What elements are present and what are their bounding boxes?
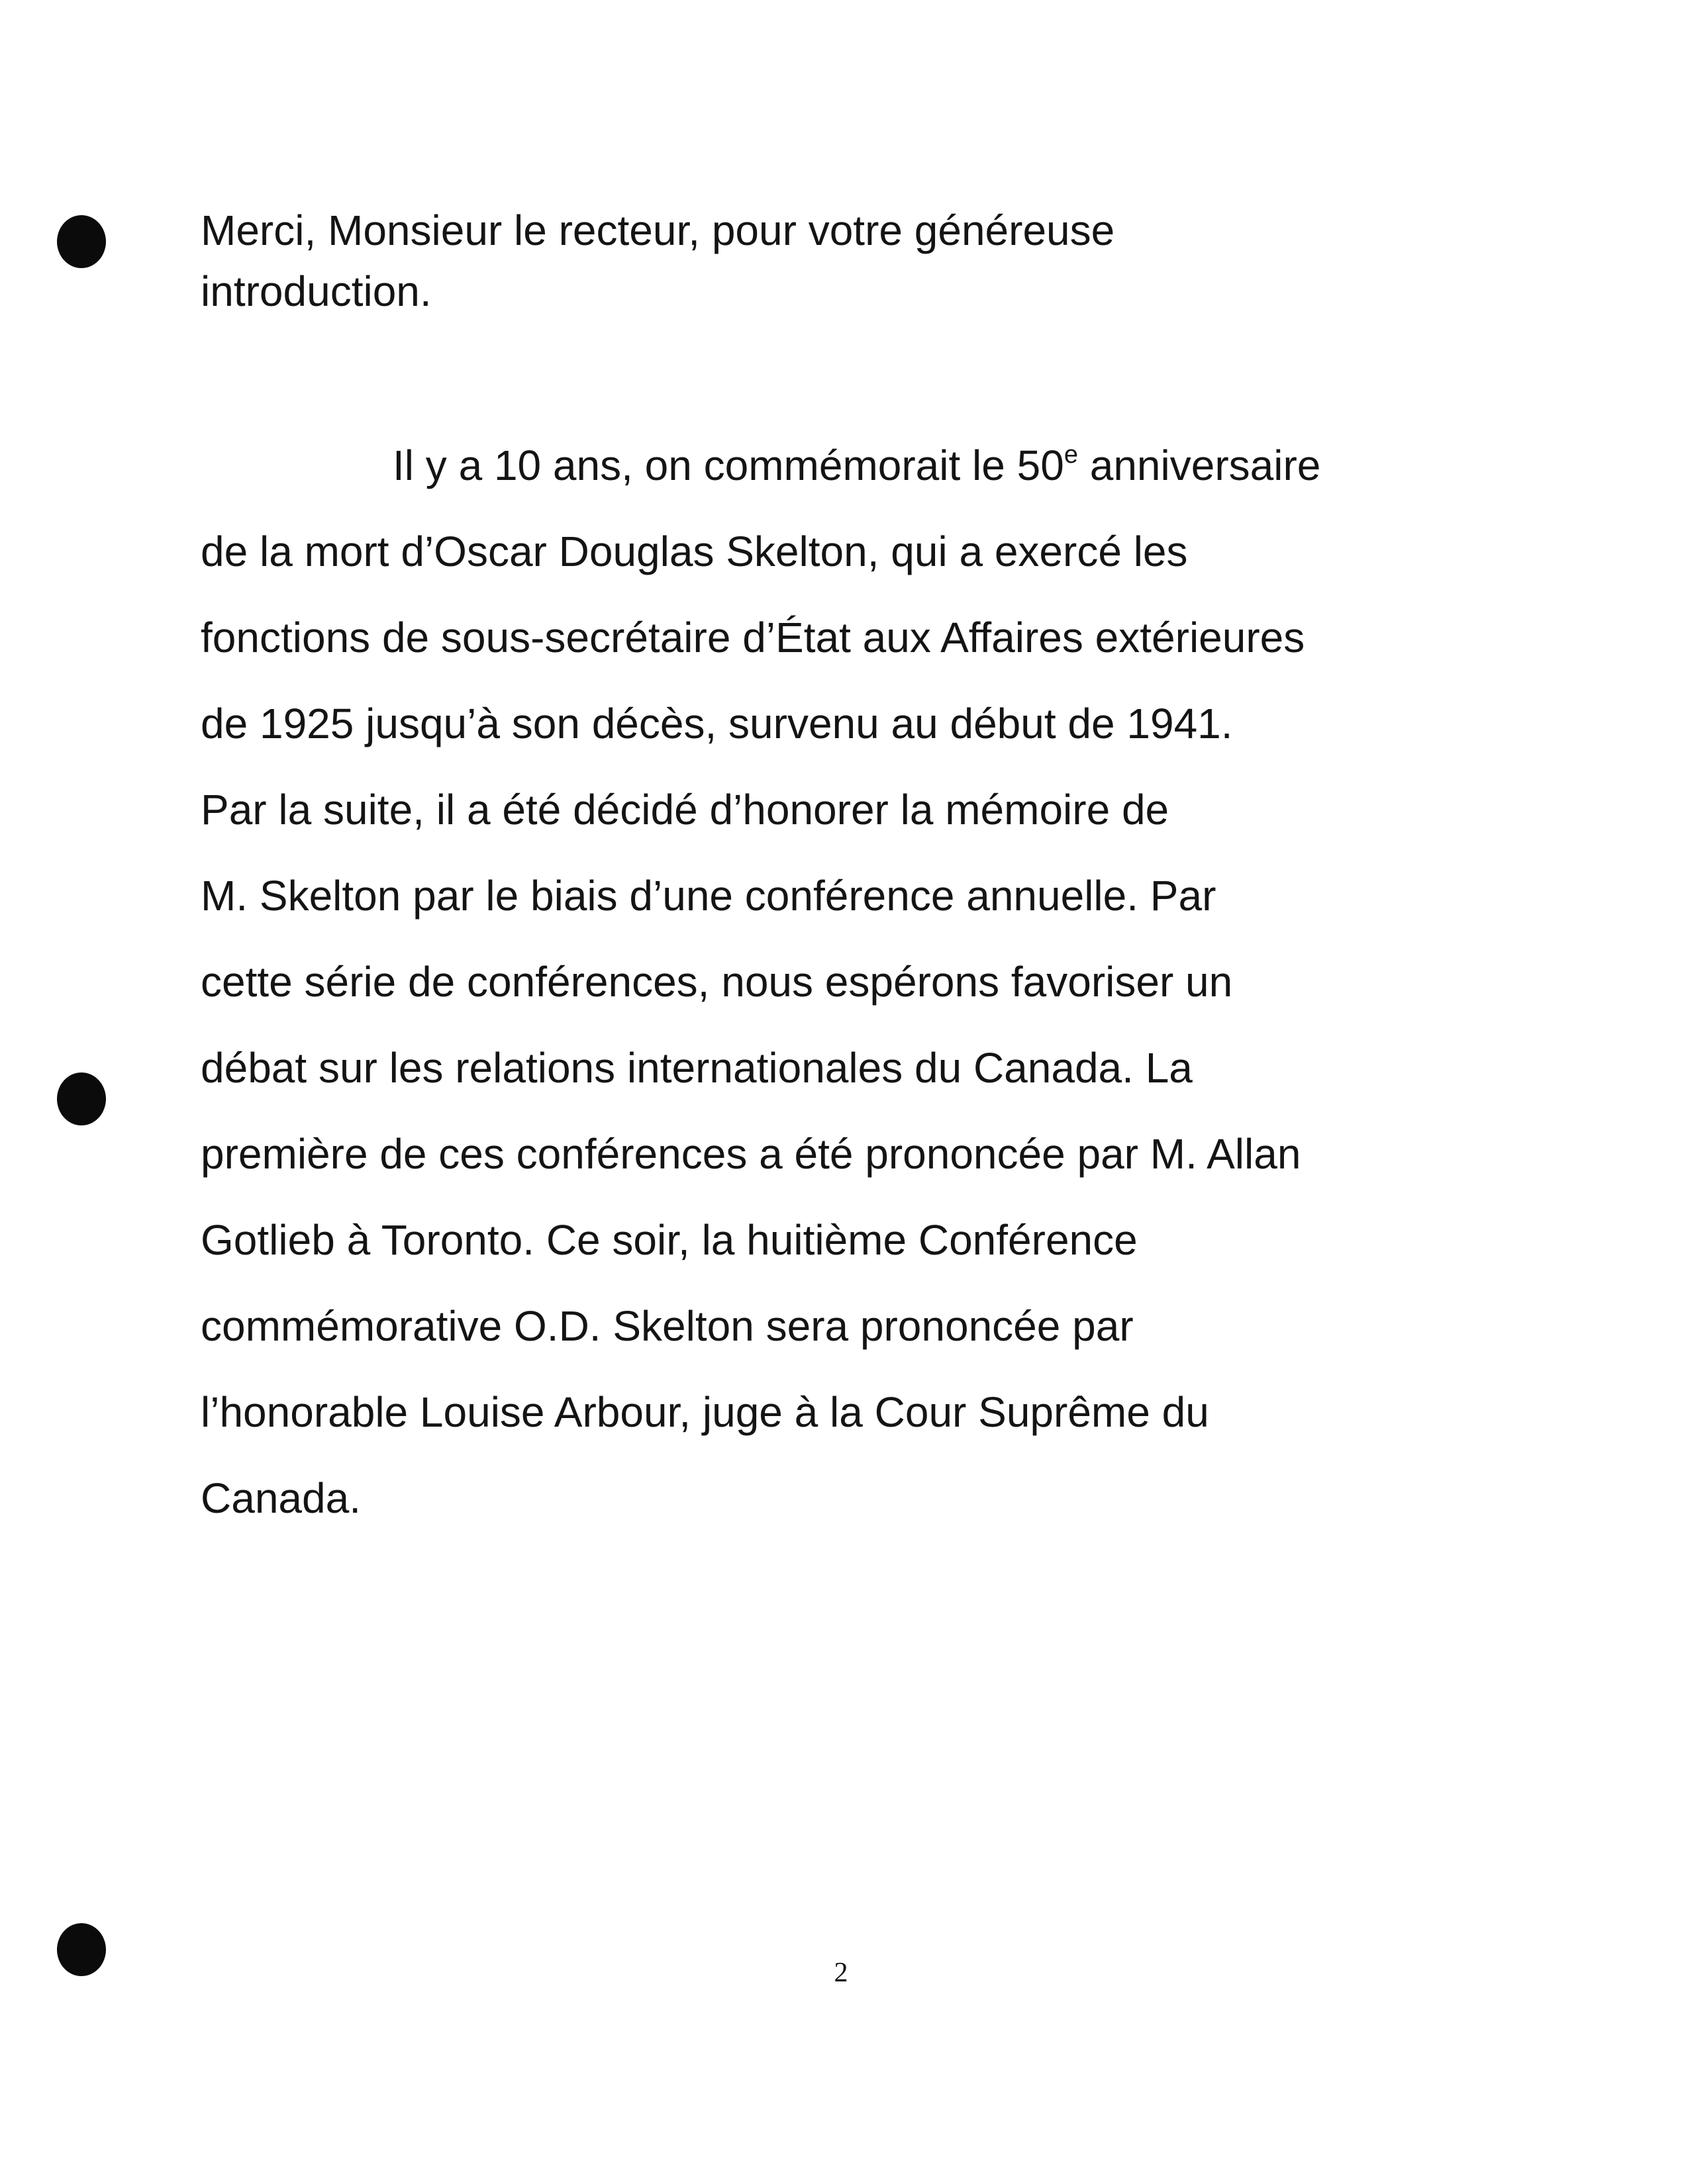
intro-paragraph	[201, 200, 1525, 322]
body-line-11: commémorative O.D. Skelton sera prononcée par	[201, 1302, 1134, 1350]
body-line-1-end: anniversaire	[1077, 442, 1321, 489]
punch-hole-top	[57, 215, 106, 268]
intro-line-2: introduction.	[201, 267, 432, 315]
punch-hole-middle	[57, 1072, 106, 1125]
ordinal-superscript: e	[1064, 441, 1078, 469]
page-number: 2	[834, 1958, 848, 1988]
body-line-4: de 1925 jusqu’à son décès, survenu au début de 1941.	[201, 700, 1233, 747]
body-line-2: de la mort d’Oscar Douglas Skelton, qui a exercé les	[201, 528, 1188, 575]
body-line-10: Gotlieb à Toronto. Ce soir, la huitième Conférence	[201, 1216, 1138, 1264]
body-line-12: l’honorable Louise Arbour, juge à la Cour Suprême du	[201, 1388, 1209, 1436]
body-line-8: débat sur les relations internationales du Canada. La	[201, 1044, 1193, 1092]
intro-line-1: Merci, Monsieur le recteur, pour votre généreuse	[201, 207, 1115, 254]
body-line-6: M. Skelton par le biais d’une conférence annuelle. Par	[201, 872, 1216, 920]
body-line-1-start: Il y a 10 ans, on commémorait le 50	[393, 442, 1064, 489]
body-paragraph	[201, 422, 1525, 1541]
body-line-5: Par la suite, il a été décidé d’honorer la mémoire de	[201, 786, 1169, 833]
body-line-7: cette série de conférences, nous espérons favoriser un	[201, 958, 1233, 1006]
body-line-3: fonctions de sous-secrétaire d’État aux Affaires extérieures	[201, 614, 1305, 661]
body-line-1	[201, 422, 1525, 508]
body-line-13: Canada.	[201, 1474, 361, 1522]
body-line-9: première de ces conférences a été prononcée par M. Allan	[201, 1130, 1301, 1178]
